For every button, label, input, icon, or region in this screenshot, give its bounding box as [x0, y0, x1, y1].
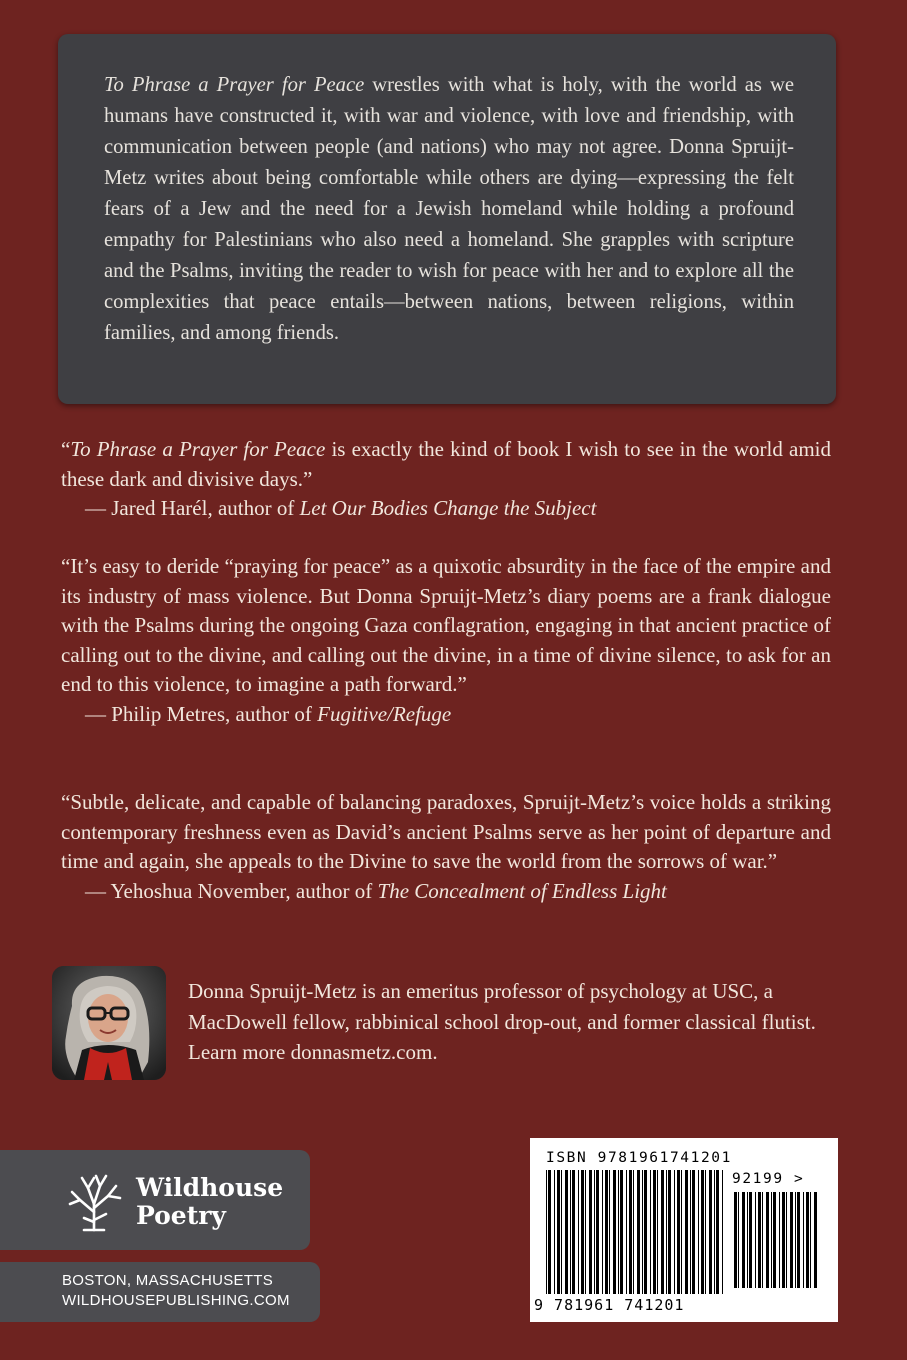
publisher-name — [136, 1174, 283, 1230]
barcode-bar — [570, 1170, 571, 1294]
publisher-website: WILDHOUSEPUBLISHING.COM — [62, 1292, 290, 1309]
barcode-bar — [668, 1170, 671, 1294]
barcode-bar — [578, 1170, 579, 1294]
attribution-work: Let Our Bodies Change the Subject — [299, 496, 597, 520]
barcode-bar — [661, 1170, 664, 1294]
barcode-bar — [581, 1170, 584, 1294]
barcode-bar — [795, 1192, 796, 1288]
barcode-bar — [557, 1170, 560, 1294]
barcode-bar — [790, 1192, 793, 1288]
attribution-author: — Yehoshua November, author of — [85, 878, 378, 903]
barcode-bar — [674, 1170, 675, 1294]
author-photo — [52, 966, 166, 1080]
barcode-bar — [666, 1170, 667, 1294]
barcode-bar — [749, 1192, 752, 1288]
barcode-bar — [766, 1192, 769, 1288]
barcode-bar — [773, 1192, 776, 1288]
barcode-bar — [690, 1170, 691, 1294]
barcode-bar — [633, 1170, 634, 1294]
barcode-bar — [806, 1192, 809, 1288]
barcode-bar — [758, 1192, 761, 1288]
barcode-digits: 9 781961 741201 — [534, 1296, 685, 1314]
publisher-address-panel — [0, 1262, 320, 1322]
barcode-bar — [585, 1170, 586, 1294]
barcode-bar — [605, 1170, 608, 1294]
barcode-bar — [797, 1192, 800, 1288]
endorsement-3 — [61, 788, 831, 906]
barcode-bar — [677, 1170, 680, 1294]
barcode-bar — [650, 1170, 651, 1294]
blurb-text — [104, 70, 794, 349]
barcode-bar — [755, 1192, 756, 1288]
endorsement-1 — [61, 435, 831, 524]
barcode-bar — [685, 1170, 688, 1294]
barcode-bar — [709, 1170, 712, 1294]
barcode-bar — [705, 1170, 706, 1294]
publisher-name-line-1: Wildhouse — [136, 1173, 284, 1202]
barcode-bar — [692, 1170, 695, 1294]
publisher-address — [62, 1271, 290, 1311]
endorsement-1-body: is exactly the kind of book I wish to see in the world amid these dark and divisive days.” — [61, 437, 831, 491]
barcode-bar — [589, 1170, 592, 1294]
isbn-barcode — [530, 1138, 838, 1322]
barcode-bar — [714, 1170, 715, 1294]
barcode-bar — [779, 1192, 780, 1288]
barcode-bar — [762, 1192, 763, 1288]
barcode-bar — [734, 1192, 737, 1288]
author-bio: Donna Spruijt-Metz is an emeritus professor of psychology at USC, a MacDowell fellow, rabbinical school drop-out, and former classical flutist. Learn more donnasmetz.com. — [188, 979, 816, 1064]
publisher-name-line-2: Poetry — [136, 1201, 226, 1230]
barcode-bar — [609, 1170, 610, 1294]
endorsement-3-attribution — [61, 877, 831, 907]
barcode-bar — [602, 1170, 603, 1294]
barcode-bar — [596, 1170, 599, 1294]
barcode-bar — [653, 1170, 656, 1294]
barcode-bar — [561, 1170, 562, 1294]
barcode-bar — [716, 1170, 719, 1294]
endorsement-2-text: “It’s easy to deride “praying for peace” as a quixotic absurdity in the face of the empire and its industry of mass violence. But Donna Spruijt-Metz’s diary poems are a frank dialogue with the Psalms during the ongoing Gaza conflagration, engaging in that ancient practice of calling out to the divine, and calling out the divine, in a time of divine silence, to ask for an end to this violence, to imagine a path forward.” — [61, 554, 831, 696]
barcode-bar — [642, 1170, 643, 1294]
barcode-bar — [738, 1192, 739, 1288]
tree-icon — [58, 1164, 130, 1241]
publisher-location: BOSTON, MASSACHUSETTS — [62, 1272, 274, 1289]
endorsement-3-text: “Subtle, delicate, and capable of balancing paradoxes, Spruijt-Metz’s voice holds a striking contemporary freshness even as David’s ancient Psalms serve as her point of departure and time and again, she appeals to the Divine to save the world from the sorrows of war.” — [61, 790, 831, 873]
barcode-bar — [698, 1170, 699, 1294]
barcode-bar — [644, 1170, 647, 1294]
attribution-author: — Jared Harél, author of — [85, 496, 300, 520]
barcode-bar — [701, 1170, 704, 1294]
barcode-bar — [771, 1192, 772, 1288]
barcode-bar — [626, 1170, 627, 1294]
barcode-bar — [786, 1192, 787, 1288]
endorsement-1-attribution — [61, 494, 831, 524]
barcode-bar — [814, 1192, 817, 1288]
attribution-author: — Philip Metres, author of — [85, 701, 318, 726]
barcode-bar — [613, 1170, 616, 1294]
endorsement-2 — [61, 552, 831, 729]
barcode-bar — [629, 1170, 632, 1294]
barcode-bar — [681, 1170, 682, 1294]
endorsement-1-book-title: To Phrase a Prayer for Peace — [70, 437, 326, 461]
quote-open-mark: “ — [61, 437, 71, 461]
barcode-bar — [594, 1170, 595, 1294]
price-code: 92199 > — [732, 1171, 805, 1187]
attribution-work: Fugitive/Refuge — [317, 701, 452, 726]
barcode-bar — [637, 1170, 640, 1294]
blurb-box — [58, 34, 836, 404]
publisher-logo-panel — [0, 1150, 310, 1250]
barcode-bar — [618, 1170, 619, 1294]
attribution-work: The Concealment of Endless Light — [377, 878, 667, 903]
barcode-bar — [803, 1192, 804, 1288]
endorsement-1-text — [61, 435, 831, 494]
blurb-body: wrestles with what is holy, with the world as we humans have constructed it, with war and violence, with love and friendship, with communication between people (and nations) who may not agree. Donna Spruijt-Metz writes about being comfortable while others are dying—expressing the felt fears of a Jew and the need for a Jewish homeland while holding a profound empathy for Palestinians who also need a homeland. She grapples with scripture and the Psalms, inviting the reader to wish for peace with her and to explore all the complexities that peace entails—between nations, between religions, within families, and among friends. — [104, 74, 794, 344]
barcode-bar — [810, 1192, 811, 1288]
barcode-bar — [742, 1192, 745, 1288]
barcode-bar — [620, 1170, 623, 1294]
endorsement-2-attribution — [61, 700, 831, 730]
isbn-label: ISBN 9781961741201 — [546, 1150, 732, 1166]
barcode-bar — [657, 1170, 658, 1294]
barcode-bar — [546, 1170, 547, 1294]
barcode-bar — [722, 1170, 723, 1294]
barcode-bar — [565, 1170, 568, 1294]
barcode-bars — [530, 1138, 838, 1322]
barcode-bar — [548, 1170, 551, 1294]
barcode-bar — [554, 1170, 555, 1294]
barcode-bar — [572, 1170, 575, 1294]
barcode-bar — [747, 1192, 748, 1288]
barcode-bar — [782, 1192, 785, 1288]
blurb-book-title: To Phrase a Prayer for Peace — [104, 74, 365, 96]
